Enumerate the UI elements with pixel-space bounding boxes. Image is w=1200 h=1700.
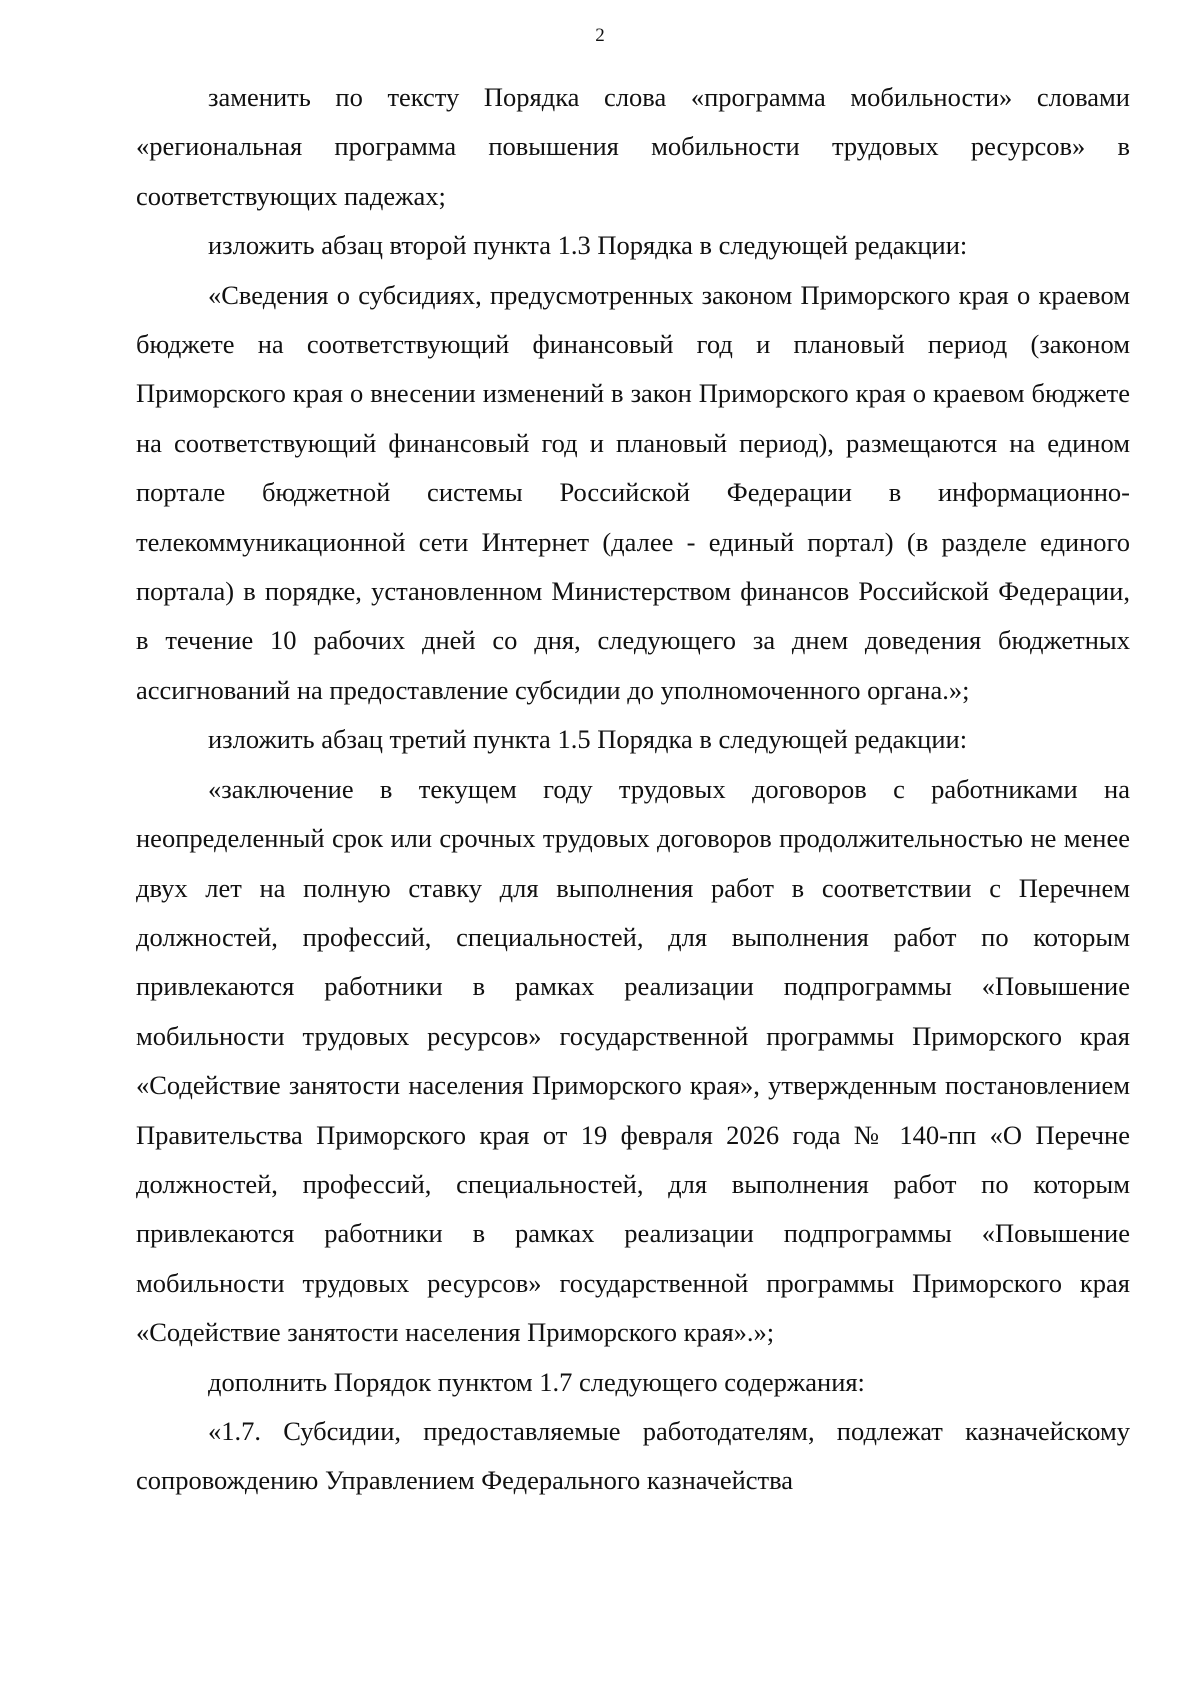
paragraph-amend-1-3-intro: изложить абзац второй пункта 1.3 Порядка в следующей редакции: bbox=[208, 230, 968, 261]
paragraph-amend-1-5-intro: изложить абзац третий пункта 1.5 Порядка в следующей редакции: bbox=[208, 724, 968, 755]
document-body bbox=[136, 73, 1130, 1506]
paragraph-clause-1-7: «1.7. Субсидии, предоставляемые работодателям, подлежат казначейскому сопровождению Управлением Федерального казначейства bbox=[136, 1415, 1130, 1496]
paragraph-replace-words: заменить по тексту Порядка слова «программа мобильности» словами «региональная программа повышения мобильности трудовых ресурсов» в соответствующих падежах; bbox=[136, 82, 1130, 211]
paragraph-labor-contracts: «заключение в текущем году трудовых договоров с работниками на неопределенный срок или срочных трудовых договоров продолжительностью не менее двух лет на полную ставку для выполнения работ в соответствии с Перечнем должностей, профессий, специальностей, для выполнения работ по которым привлекаются работники в рамках реализации подпрограммы «Повышение мобильности трудовых ресурсов» государственной программы Приморского края «Содействие занятости населения Приморского края», утвержденным постановлением Правительства Приморского края от 19 февраля 2026 года № 140-пп «О Перечне должностей, профессий, специальностей, для выполнения работ по которым привлекаются работники в рамках реализации подпрограммы «Повышение мобильности трудовых ресурсов» государственной программы Приморского края «Содействие занятости населения Приморского края».»; bbox=[136, 773, 1130, 1348]
page-number: 2 bbox=[595, 25, 605, 46]
paragraph-subsidy-info: «Сведения о субсидиях, предусмотренных законом Приморского края о краевом бюджете на соответствующий финансовый год и плановый период (законом Приморского края о внесении изменений в закон Приморского края о краевом бюджете на соответствующий финансовый год и плановый период), размещаются на едином портале бюджетной системы Российской Федерации в информационно-телекоммуникационной сети Интернет (далее - единый портал) (в разделе единого портала) в порядке, установленном Министерством финансов Российской Федерации, в течение 10 рабочих дней со дня, следующего за днем доведения бюджетных ассигнований на предоставление субсидии до уполномоченного органа.»; bbox=[136, 279, 1130, 705]
paragraph-add-1-7-intro: дополнить Порядок пунктом 1.7 следующего содержания: bbox=[208, 1366, 865, 1397]
